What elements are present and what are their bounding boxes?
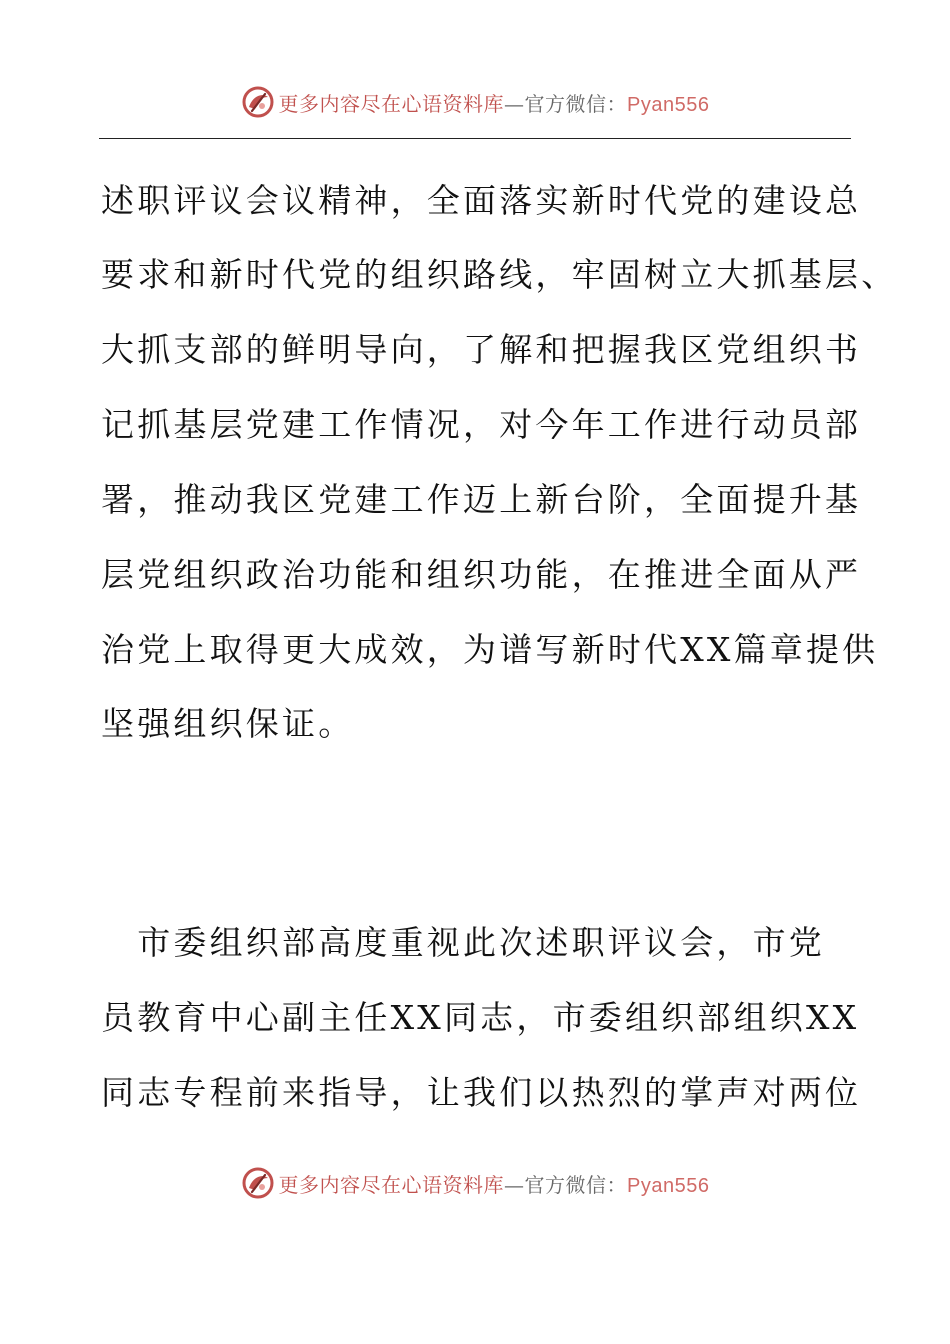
- header-text: [279, 88, 710, 117]
- footer-banner: [0, 1163, 950, 1203]
- paragraph1-line: 治党上取得更大成效，为谱写新时代XX篇章提供: [101, 630, 879, 669]
- paragraph1-line: 坚强组织保证。: [101, 704, 355, 743]
- footer-brand: 更多内容尽在心语资料库: [278, 1172, 505, 1197]
- paragraph1-line: 记抓基层党建工作情况，对今年工作进行动员部: [101, 405, 862, 444]
- header-dash: —: [504, 91, 525, 116]
- red-swirl-logo-icon: [241, 1166, 275, 1200]
- header-divider: [99, 138, 851, 139]
- paragraph2-line: 市委组织部高度重视此次述职评议会，市党: [101, 923, 825, 962]
- red-swirl-logo-icon: [241, 85, 275, 119]
- header-wechat-id: Pyan556: [627, 93, 710, 116]
- paragraph2-line: 同志专程前来指导，让我们以热烈的掌声对两位: [101, 1073, 862, 1112]
- footer-text: [279, 1169, 710, 1198]
- paragraph1-line: 要求和新时代党的组织路线，牢固树立大抓基层、: [101, 255, 898, 294]
- header-wechat-label: 官方微信：: [524, 91, 628, 116]
- header-banner: [0, 82, 950, 122]
- paragraph1-line: 署，推动我区党建工作迈上新台阶，全面提升基: [101, 480, 862, 519]
- paragraph1-line: 层党组织政治功能和组织功能，在推进全面从严: [101, 555, 862, 594]
- paragraph1-line: 大抓支部的鲜明导向，了解和把握我区党组织书: [101, 330, 862, 369]
- footer-wechat-label: 官方微信：: [524, 1172, 628, 1197]
- paragraph2-line: 员教育中心副主任XX同志，市委组织部组织XX: [101, 998, 860, 1037]
- paragraph1-line: 述职评议会议精神，全面落实新时代党的建设总: [101, 181, 862, 220]
- header-brand: 更多内容尽在心语资料库: [278, 91, 505, 116]
- footer-dash: —: [504, 1172, 525, 1197]
- footer-wechat-id: Pyan556: [627, 1174, 710, 1197]
